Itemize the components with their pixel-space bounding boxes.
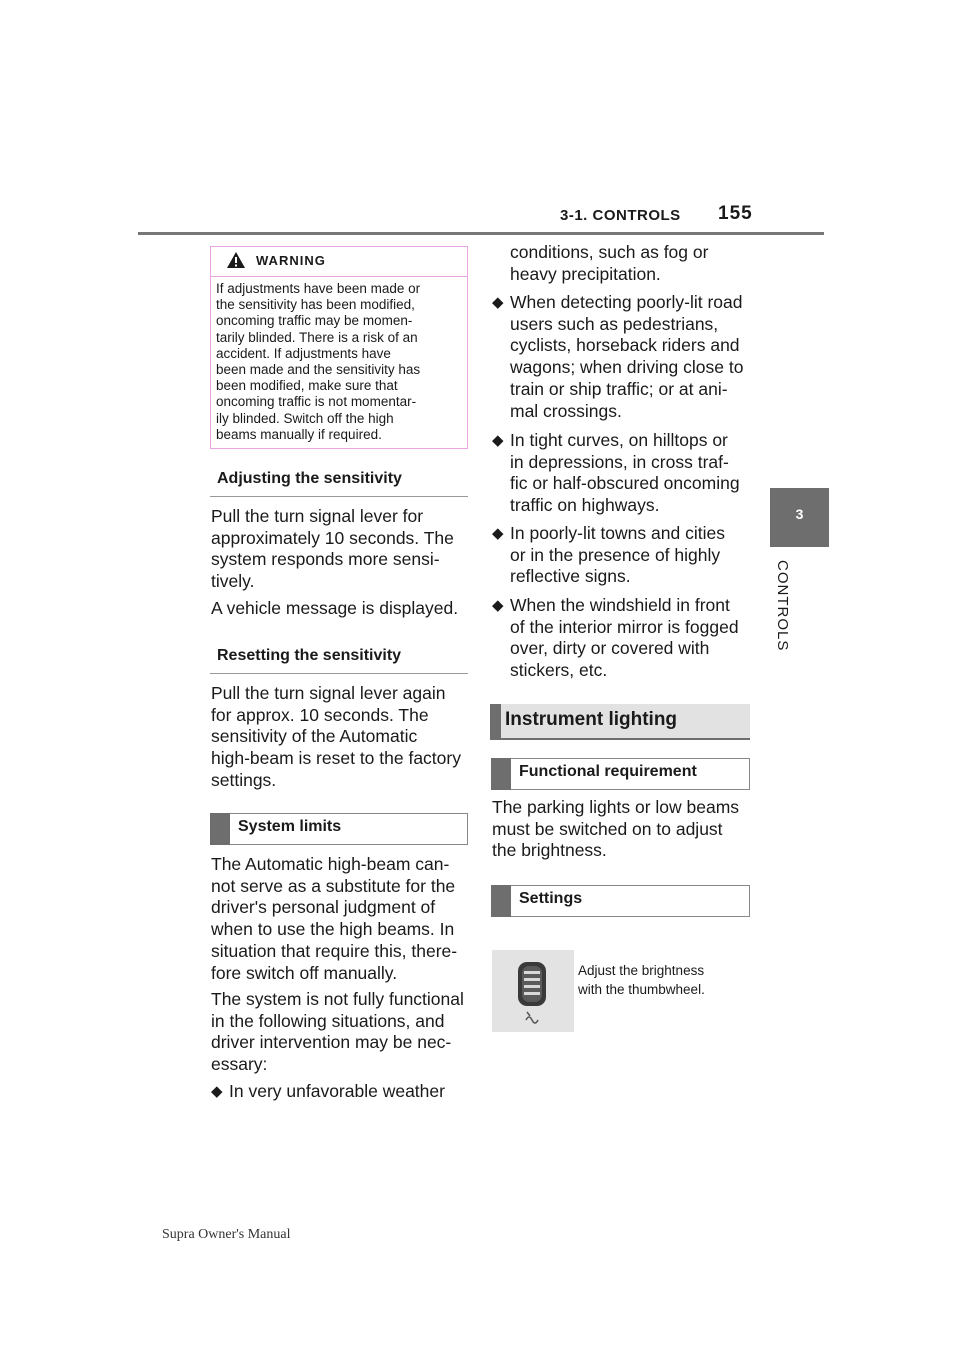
resetting-heading: Resetting the sensitivity bbox=[217, 647, 402, 664]
heading-underline bbox=[490, 738, 750, 740]
chapter-label-text: CONTROLS bbox=[774, 560, 791, 652]
warning-text: If adjustments have been made or the sensitivity has been modified, oncoming traffic may be momen- tarily blinded. There is a risk of an accident. If adjustments have been made and the sensitivity has been modified, make sure that oncoming traffic is not momentar- ily blinded. Switch off the high beams manually if required. bbox=[216, 281, 421, 442]
list-item: ◆ When the windshield in front of the interior mirror is fogged over, dirty or covered with stickers, etc. bbox=[492, 595, 739, 681]
warning-title: WARNING bbox=[256, 253, 326, 268]
functional-requirement-paragraph: The parking lights or low beams must be switched on to adjust the brightness. bbox=[492, 797, 740, 861]
thumbwheel-image bbox=[492, 950, 574, 1032]
resetting-paragraph: Pull the turn signal lever again for approx. 10 seconds. The sensitivity of the Automatic high-beam is reset to the factory settings. bbox=[211, 683, 461, 790]
warning-triangle-icon bbox=[226, 251, 246, 269]
system-limits-heading-box bbox=[210, 813, 468, 845]
chapter-label bbox=[771, 560, 791, 670]
list-item: ◆ In tight curves, on hilltops or in depressions, in cross traf- fic or half-obscured oncoming traffic on highways. bbox=[492, 430, 740, 516]
warning-header bbox=[211, 247, 467, 277]
system-limits-paragraph-2: The system is not fully functional in the following situations, and driver intervention may be nec- essary: bbox=[211, 989, 464, 1075]
bullet-icon: ◆ bbox=[492, 432, 504, 449]
adjusting-paragraph: Pull the turn signal lever for approximately 10 seconds. The system responds more sensi- tively. bbox=[211, 506, 454, 592]
thumbwheel-icon bbox=[492, 950, 574, 1032]
bullet-icon: ◆ bbox=[492, 294, 504, 311]
system-limits-heading: System limits bbox=[238, 818, 342, 835]
functional-requirement-heading-box bbox=[491, 758, 750, 790]
page-number: 155 bbox=[718, 203, 753, 224]
footer-title: Supra Owner's Manual bbox=[162, 1227, 291, 1242]
settings-heading-box bbox=[491, 885, 750, 917]
list-item: ◆ When detecting poorly-lit road users such as pedestrians, cyclists, horseback riders and wagons; when driving close to train or ship traffic; or at ani- mal crossings. bbox=[492, 292, 744, 421]
bullet-icon: ◆ bbox=[492, 525, 504, 542]
adjusting-rule bbox=[210, 496, 468, 497]
heading-bar bbox=[210, 813, 230, 845]
functional-requirement-heading: Functional requirement bbox=[519, 763, 697, 780]
instrument-lighting-heading: Instrument lighting bbox=[505, 709, 678, 730]
heading-bar bbox=[490, 704, 501, 738]
thumbwheel-caption: Adjust the brightness with the thumbwheel. bbox=[578, 963, 705, 997]
heading-bar bbox=[491, 758, 511, 790]
resetting-rule bbox=[210, 673, 468, 674]
list-item: ◆ In very unfavorable weather bbox=[211, 1081, 445, 1101]
adjusting-heading: Adjusting the sensitivity bbox=[217, 470, 402, 487]
bullet-icon: ◆ bbox=[492, 597, 504, 614]
settings-heading: Settings bbox=[519, 890, 583, 907]
heading-bar bbox=[491, 885, 511, 917]
list-item-continuation: conditions, such as fog or heavy precipitation. bbox=[510, 242, 709, 284]
system-limits-paragraph-1: The Automatic high-beam can- not serve as a substitute for the driver's personal judgment of when to use the high beams. In situation that require this, there- fore switch off manually. bbox=[211, 854, 458, 983]
section-title: 3-1. CONTROLS bbox=[560, 207, 681, 224]
bullet-icon: ◆ bbox=[211, 1083, 223, 1100]
header-divider bbox=[138, 232, 824, 235]
instrument-lighting-heading-box bbox=[490, 704, 750, 738]
chapter-number: 3 bbox=[795, 506, 804, 522]
adjusting-message: A vehicle message is displayed. bbox=[211, 598, 459, 618]
list-item: ◆ In poorly-lit towns and cities or in the presence of highly reflective signs. bbox=[492, 523, 725, 587]
